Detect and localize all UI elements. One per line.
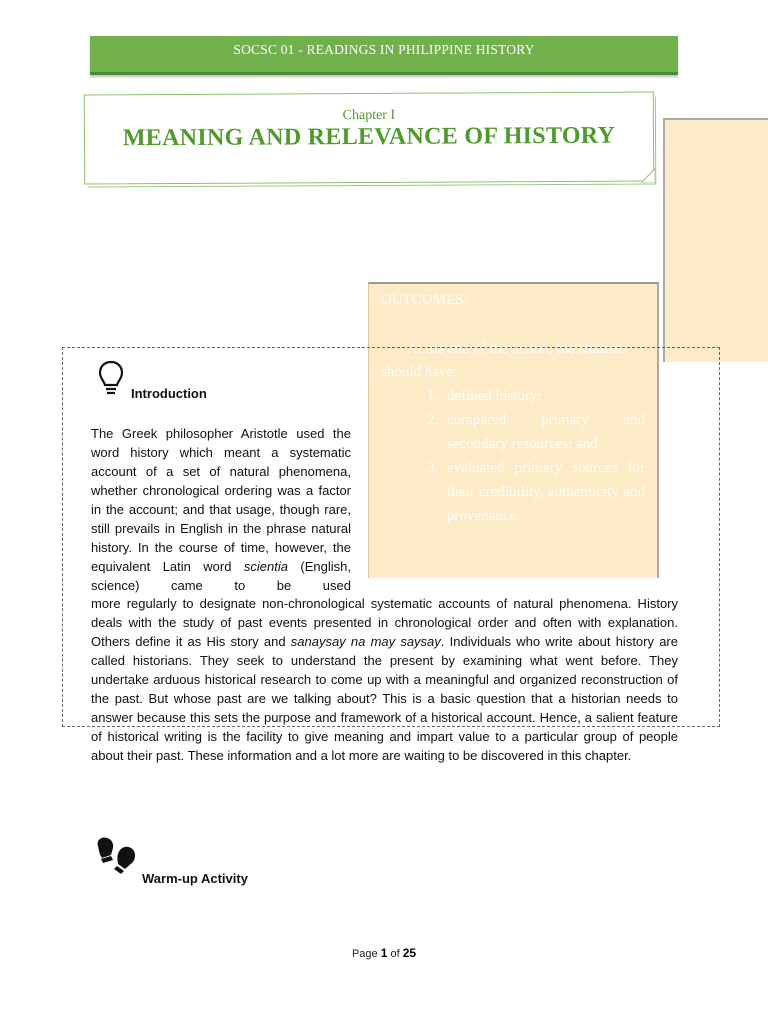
outcomes-title: OUTCOMES: xyxy=(381,292,468,308)
outcome-item: 3. evaluated primary sources for their credibility, authenticity and provenance. xyxy=(427,460,645,524)
course-title: SOCSC 01 - READINGS IN PHILIPPINE HISTORY xyxy=(233,42,535,57)
outcome-item: 1. defined history; xyxy=(427,388,542,404)
course-header-bar xyxy=(90,36,678,75)
page-number: Page 1 of 25 xyxy=(351,946,417,960)
chapter-title: MEANING AND RELEVANCE OF HISTORY xyxy=(122,122,616,152)
outcome-item: 2. compared primary and secondary resources; and xyxy=(427,412,645,452)
lightbulb-icon xyxy=(98,360,124,398)
mittens-icon xyxy=(94,836,140,876)
introduction-paragraph-narrow: The Greek philosopher Aristotle used the word history which meant a systematic account of a set of natural phenomena, whether chronological ordering was a factor in the account; and that usage, though rare, still prevails in English in the phrase natural history. In the course of time, however, the equivalent Latin word scientia (English, science) came to be used xyxy=(91,426,351,593)
introduction-heading: Introduction xyxy=(131,386,207,401)
side-note-panel xyxy=(663,118,768,362)
page-fold-icon xyxy=(641,169,655,183)
chapter-label: Chapter I xyxy=(342,107,396,124)
introduction-paragraph-wide: more regularly to designate non-chronological systematic accounts of natural phenomena. History deals with the study of past events presented in chronological order and often with explanation. Others define it as His story and sanaysay na may saysay. Individuals who write about history are called historians. They seek to understand the present by examining what went before. They undertake arduous historical research to come up with a meaningful and organized reconstruction of the past. But whose past are we talking about? This is a basic question that a historian needs to answer because this sets the purpose and framework of a historical account. Hence, a salient feature of historical writing is the facility to give meaning and impart value to a particular group of people about their past. These information and a lot more are waiting to be discovered in this chapter. xyxy=(91,596,678,763)
outcomes-intro: At the end of the lesson, the students should have: xyxy=(381,341,628,380)
warmup-heading: Warm-up Activity xyxy=(142,871,248,886)
chapter-title-box xyxy=(84,92,654,185)
